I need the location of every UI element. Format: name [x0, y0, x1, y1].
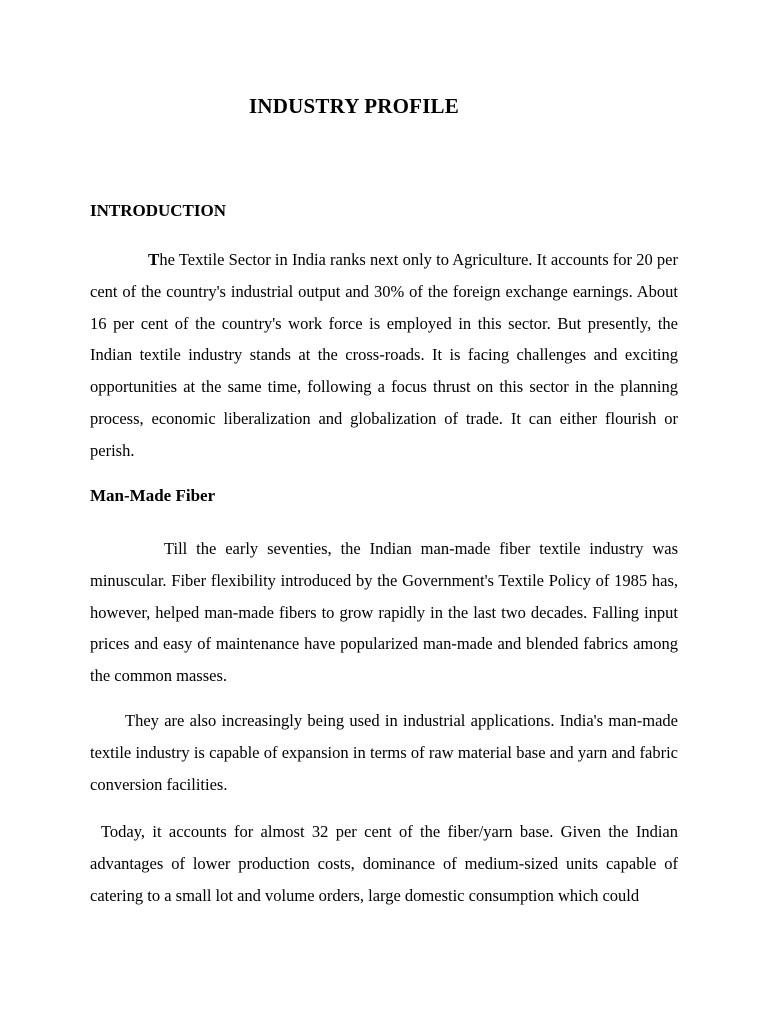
paragraph-first-letter: T: [148, 250, 160, 269]
section-heading-man-made-fiber: Man-Made Fiber: [90, 486, 216, 505]
page-title: INDUSTRY PROFILE: [249, 94, 459, 118]
paragraph-text: he Textile Sector in India ranks next only to Agriculture. It accounts for 20 per cent of the country's industrial output and 30% of the foreign exchange earnings. About 16 per cent of the country's work force is employed in this sector. But presently, the Indian textile industry stands at the cross-roads. It is facing challenges and exciting opportunities at the same time, following a focus thrust on this sector in the planning process, economic liberalization and globalization of trade. It can either flourish or perish.: [90, 250, 678, 460]
paragraph-fiber-3: Today, it accounts for almost 32 per cent of the fiber/yarn base. Given the Indian advantages of lower production costs, dominance of medium-sized units capable of catering to a small lot and volume orders, large domestic consumption which could: [90, 822, 678, 905]
section-heading-introduction: INTRODUCTION: [90, 201, 227, 220]
paragraph-introduction: [90, 244, 678, 467]
paragraph-fiber-1: Till the early seventies, the Indian man-made fiber textile industry was minuscular. Fiber flexibility introduced by the Government's Textile Policy of 1985 has, however, helped man-made fibers to grow rapidly in the last two decades. Falling input prices and easy of maintenance have popularized man-made and blended fabrics among the common masses.: [90, 539, 678, 686]
paragraph-fiber-2: They are also increasingly being used in industrial applications. India's man-made textile industry is capable of expansion in terms of raw material base and yarn and fabric conversion facilities.: [90, 711, 678, 794]
